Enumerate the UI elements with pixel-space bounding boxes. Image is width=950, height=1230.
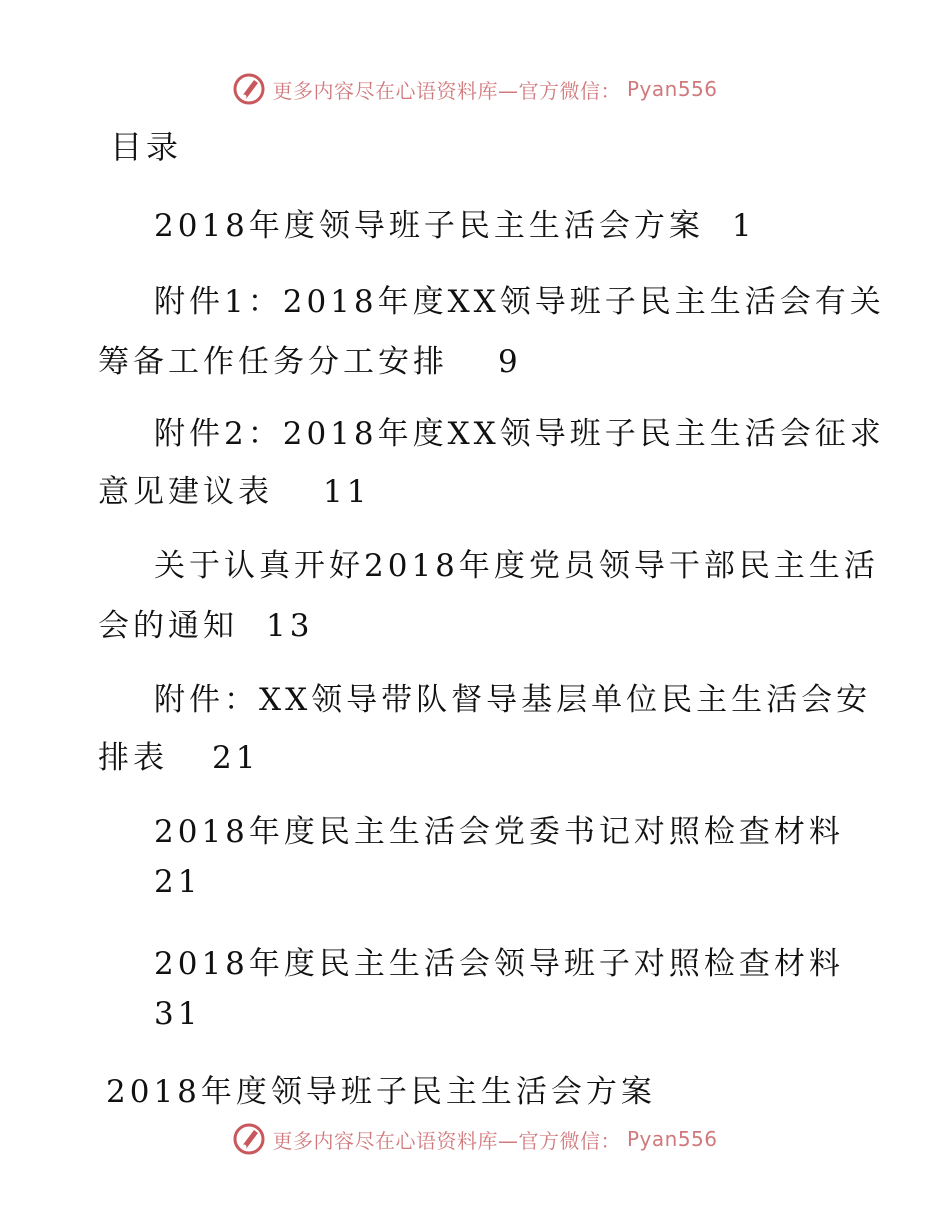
section-title: 2018年度领导班子民主生活会方案 [106, 1074, 656, 1110]
watermark-text: 更多内容尽在心语资料库—官方微信： [272, 1128, 621, 1153]
toc-entry-5-line1: 附件：XX领导带队督导基层单位民主生活会安 [154, 682, 872, 718]
toc-entry-page: 13 [266, 608, 314, 644]
toc-entry-1 [154, 200, 756, 245]
pen-logo-icon [232, 72, 266, 106]
toc-entry-6-page: 21 [154, 864, 202, 900]
toc-entry-text: 意见建议表 [98, 474, 273, 510]
toc-entry-7-line1: 2018年度民主生活会领导班子对照检查材料 [154, 946, 844, 982]
watermark-handle: Pyan556 [626, 77, 718, 101]
toc-entry-3-line2 [98, 466, 370, 511]
watermark-handle: Pyan556 [626, 1127, 718, 1151]
watermark-text: 更多内容尽在心语资料库—官方微信： [272, 78, 621, 103]
toc-entry-4-line1: 关于认真开好2018年度党员领导干部民主生活 [154, 548, 879, 584]
toc-entry-4-line2 [98, 600, 313, 645]
toc-entry-5-line2 [98, 732, 259, 777]
toc-entry-text: 会的通知 [98, 608, 238, 644]
toc-entry-page: 9 [498, 344, 522, 380]
toc-entry-6-line1: 2018年度民主生活会党委书记对照检查材料 [154, 814, 844, 850]
toc-entry-7-page: 31 [154, 996, 202, 1032]
toc-entry-3-line1: 附件2：2018年度XX领导班子民主生活会征求 [154, 416, 885, 452]
toc-entry-2-line1: 附件1：2018年度XX领导班子民主生活会有关 [154, 284, 885, 320]
toc-entry-page: 11 [323, 474, 371, 510]
toc-entry-page: 21 [212, 740, 260, 776]
watermark-top [0, 72, 950, 106]
toc-entry-text: 2018年度领导班子民主生活会方案 [154, 208, 704, 244]
toc-entry-text: 筹备工作任务分工安排 [98, 344, 448, 380]
toc-entry-2-line2 [98, 336, 522, 381]
toc-entry-text: 排表 [98, 740, 168, 776]
toc-title: 目录 [110, 128, 183, 166]
pen-logo-icon [232, 1122, 266, 1156]
toc-entry-page: 1 [731, 208, 756, 244]
watermark-bottom [0, 1122, 950, 1156]
